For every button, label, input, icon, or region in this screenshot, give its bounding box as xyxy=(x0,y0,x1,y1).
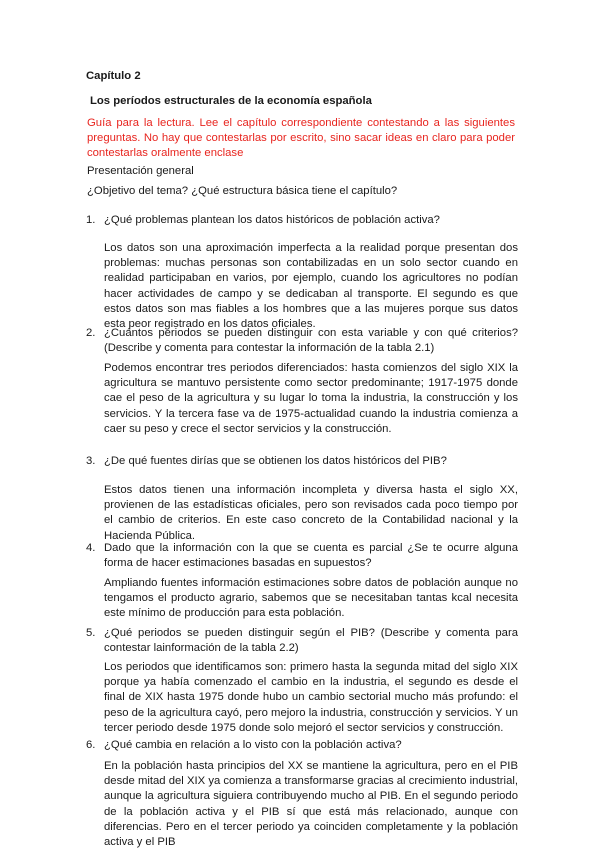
chapter-subtitle: Los períodos estructurales de la economía española xyxy=(90,95,372,107)
question-text: Dado que la información con la que se cuenta es parcial ¿Se te ocurre alguna forma de hacer estimaciones basadas en supuestos? xyxy=(104,542,518,570)
answer-text: Estos datos tienen una información incompleta y diversa hasta el siglo XX, provienen de las estadísticas oficiales, pero son revisados cada poco tiempo por el cambio de criterios. En este caso concreto de la Contabilidad nacional y la Hacienda Pública. xyxy=(104,484,518,542)
question-text: ¿Cuántos periodos se pueden distinguir con esta variable y con qué criterios? (Describe y comenta para contestar la información de la tabla 2.1) xyxy=(104,327,518,355)
question-number: 6. xyxy=(86,739,96,751)
question-number: 2. xyxy=(86,327,96,339)
answer-text: En la población hasta principios del XX se mantiene la agricultura, pero en el PIB desde mitad del XIX ya comienza a transformarse gracias al crecimiento industrial, aunque la agricultura siguiera contribuyendo mucho al PIB. En el segundo periodo de la población activa y el PIB sí que está más relacionado, aunque con diferencias. Pero en el tercer periodo ya coinciden completamente y la población activa y el PIB xyxy=(104,760,518,849)
question-text: ¿De qué fuentes dirías que se obtienen los datos históricos del PIB? xyxy=(104,455,447,467)
chapter-title: Capítulo 2 xyxy=(86,70,141,82)
answer-text: Los datos son una aproximación imperfecta a la realidad porque presentan dos problemas: muchas personas son contabilizadas en un solo sector cuando en realidad participaban en varios, por ejemplo, cuando los agricultores no podían hacer actividades de campo y se dedicaban al transporte. El segundo es que estos datos son mas fiables a los hombres que a las mujeres porque sus datos esta peor registrado en los datos oficiales. xyxy=(104,242,518,331)
question-number: 1. xyxy=(86,214,96,226)
answer-text: Los periodos que identificamos son: primero hasta la segunda mitad del siglo XIX porque ya había comenzado el cambio en la industria, el segundo es desde el final de XIX hasta 1975 donde hubo un cambio sectorial mucho más profundo: el peso de la agricultura cayó, pero mejoro la industria, construcción y servicios. Y un tercer periodo desde 1975 donde solo mejoró el sector servicios y construcción. xyxy=(104,661,519,734)
question-number: 5. xyxy=(86,627,96,639)
question-text: ¿Qué cambia en relación a lo visto con la población activa? xyxy=(104,739,402,751)
question-text: ¿Qué problemas plantean los datos históricos de población activa? xyxy=(104,214,440,226)
question-number: 3. xyxy=(86,455,96,467)
answer-text: Ampliando fuentes información estimaciones sobre datos de población aunque no tengamos el producto agrario, sabemos que se necesitaban tantas kcal necesita este mínimo de producción para esta población. xyxy=(104,577,518,620)
reading-guide: Guía para la lectura. Lee el capítulo correspondiente contestando a las siguientes preguntas. No hay que contestarlas por escrito, sino sacar ideas en claro para poder contestarlas oralmente enclase xyxy=(87,117,515,160)
section-heading: Presentación general xyxy=(87,165,194,177)
question-number: 4. xyxy=(86,542,96,554)
answer-text: Podemos encontrar tres periodos diferenciados: hasta comienzos del siglo XIX la agricultura se mantuvo persistente como sector predominante; 1917-1975 donde cae el peso de la agricultura y su lugar lo toma la industria, la construcción y los servicios. Y la tercera fase va de 1975-actualidad cuando la industria comienza a caer su peso y crece el sector servicios y la construcción. xyxy=(104,362,518,435)
objective-question: ¿Objetivo del tema? ¿Qué estructura básica tiene el capítulo? xyxy=(87,185,398,197)
question-text: ¿Qué periodos se pueden distinguir según el PIB? (Describe y comenta para contestar lainformación de la tabla 2.2) xyxy=(104,627,518,655)
